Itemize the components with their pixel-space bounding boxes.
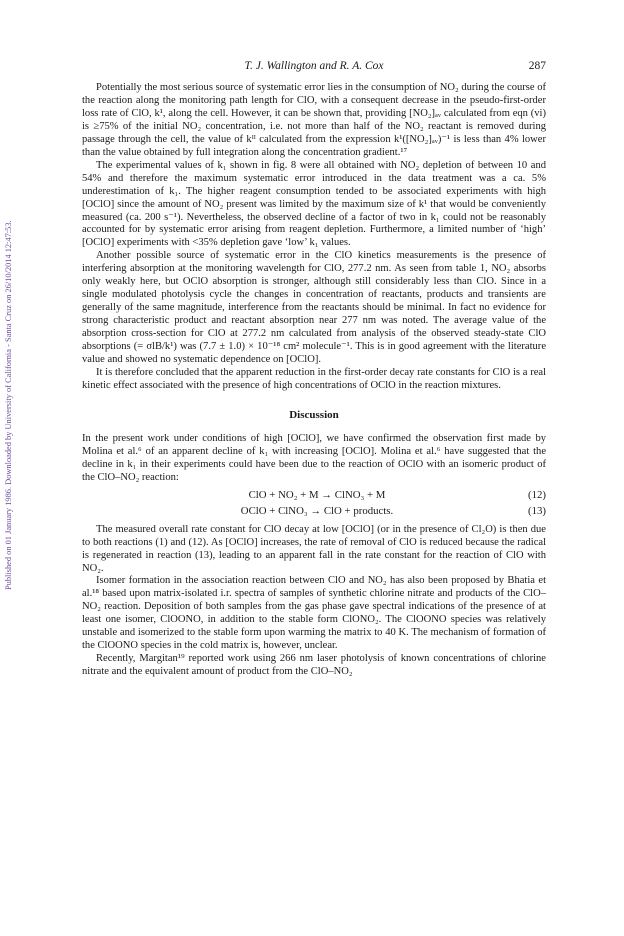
download-watermark-text: Published on 01 January 1986. Downloaded by University of California - Santa Cruz on 26/10/2014 12:47:53. bbox=[4, 220, 13, 590]
paragraph: Recently, Margitan¹⁹ reported work using 266 nm laser photolysis of known concentrations of chlorine nitrate and the equivalent amount of product from the ClO–NO₂ bbox=[82, 653, 546, 678]
download-watermark bbox=[2, 90, 16, 590]
running-title: T. J. Wallington and R. A. Cox bbox=[244, 60, 384, 72]
paragraph: The experimental values of k₁ shown in fig. 8 were all obtained with NO₂ depletion of between 10 and 54% and therefore the maximum systematic error introduced in the data treatment was a ca. 5% underestimation of k₁. The higher reagent consumption tended to be associated experiments with high [OClO] since the amount of NO₂ present was limited by the maximum size of k¹ that would be conveniently measured (ca. 200 s⁻¹). Nevertheless, the observed decline of a factor of two in k₁ could not be reasonably accounted for by systematic error arising from reagent depletion. Furthermore, a limited number of ‘high’ [OClO] experiments with <35% depletion gave ‘low’ k₁ values. bbox=[82, 159, 546, 249]
section-heading: Discussion bbox=[289, 408, 339, 421]
running-header bbox=[82, 60, 546, 76]
paragraph: Potentially the most serious source of systematic error lies in the consumption of NO₂ during the course of the reaction along the monitoring path length for ClO, with a consequent decrease in the pseudo-first-order loss rate of ClO, k¹, along the cell. However, it can be shown that, providing [NO₂]ₐᵥ calculated from eqn (vi) is ≥75% of the initial NO₂ concentration, i.e. not more than half of the NO₂ reactant is removed during passage through the cell, the value of kᴵᴵ calculated from the expression k¹([NO₂]ₐᵥ)⁻¹ is less than 4% lower than the value obtained by full integration along the concentration gradient.¹⁷ bbox=[82, 82, 546, 158]
equation-block bbox=[82, 489, 546, 521]
equation bbox=[82, 505, 546, 521]
equation-formula: ClO + NO₂ + M → ClNO₃ + M bbox=[248, 488, 386, 501]
paragraph: Another possible source of systematic error in the ClO kinetics measurements is the presence of interfering absorption at the monitoring wavelength for ClO, 277.2 nm. As seen from table 1, NO₂ absorbs only weakly here, but OClO absorption is stronger, although still considerably less than ClO. Since in a single modulated photolysis cycle the changes in concentration of reactants, products and transients are generally of the same magnitude, interference from the reactants should be minimal. In fact no evidence for strong characteristic product and reactant absorption near 277 nm was noted. The average value of the absorption cross-section for ClO at 277.2 nm calculated from analysis of the observed steady-state ClO absorptions (= σlB/k¹) was (7.7 ± 1.0) × 10⁻¹⁸ cm² molecule⁻¹. This is in good agreement with the literature value and showed no systematic dependence on [OClO]. bbox=[82, 250, 546, 366]
paragraph: It is therefore concluded that the apparent reduction in the first-order decay rate constants for ClO is a real kinetic effect associated with the presence of high concentrations of OClO in the reaction mixtures. bbox=[82, 366, 546, 391]
paragraph: Isomer formation in the association reaction between ClO and NO₂ has also been proposed by Bhatia et al.¹⁸ based upon matrix-isolated i.r. spectra of samples of synthetic chlorine nitrate and products of the ClO–NO₂ reaction. Deposition of both samples from the gas phase gave spectral indications of the presence of at least one isomer, ClOONO, in addition to the stable form ClONO₂. The ClOONO species was relatively unstable and isomerized to the stable form upon warming the matrix to 40 K. The mechanism of formation of the ClOONO species in the cold matrix is, however, unclear. bbox=[82, 575, 546, 652]
equation bbox=[82, 489, 546, 505]
article-body bbox=[82, 82, 546, 679]
paragraph: In the present work under conditions of high [OClO], we have confirmed the observation first made by Molina et al.⁶ of an apparent decline of k₁ with increasing [OClO]. Molina et al.⁶ have suggested that the decline in k₁ in their experiments could have been due to the reaction of OClO with an isomeric product of the ClO–NO₂ reaction: bbox=[82, 432, 546, 483]
equation-formula: OClO + ClNO₃ → ClO + products. bbox=[240, 504, 394, 517]
paragraph: The measured overall rate constant for ClO decay at low [OClO] (or in the presence of Cl₂O) is then due to both reactions (1) and (12). As [OClO] increases, the rate of removal of ClO is reduced because the radical is regenerated in reaction (13), leading to an apparent fall in the rate constant for the reaction of ClO with NO₂. bbox=[82, 523, 546, 574]
equation-number: (12) bbox=[528, 488, 546, 501]
page-number: 287 bbox=[528, 60, 546, 72]
equation-number: (13) bbox=[528, 504, 546, 517]
